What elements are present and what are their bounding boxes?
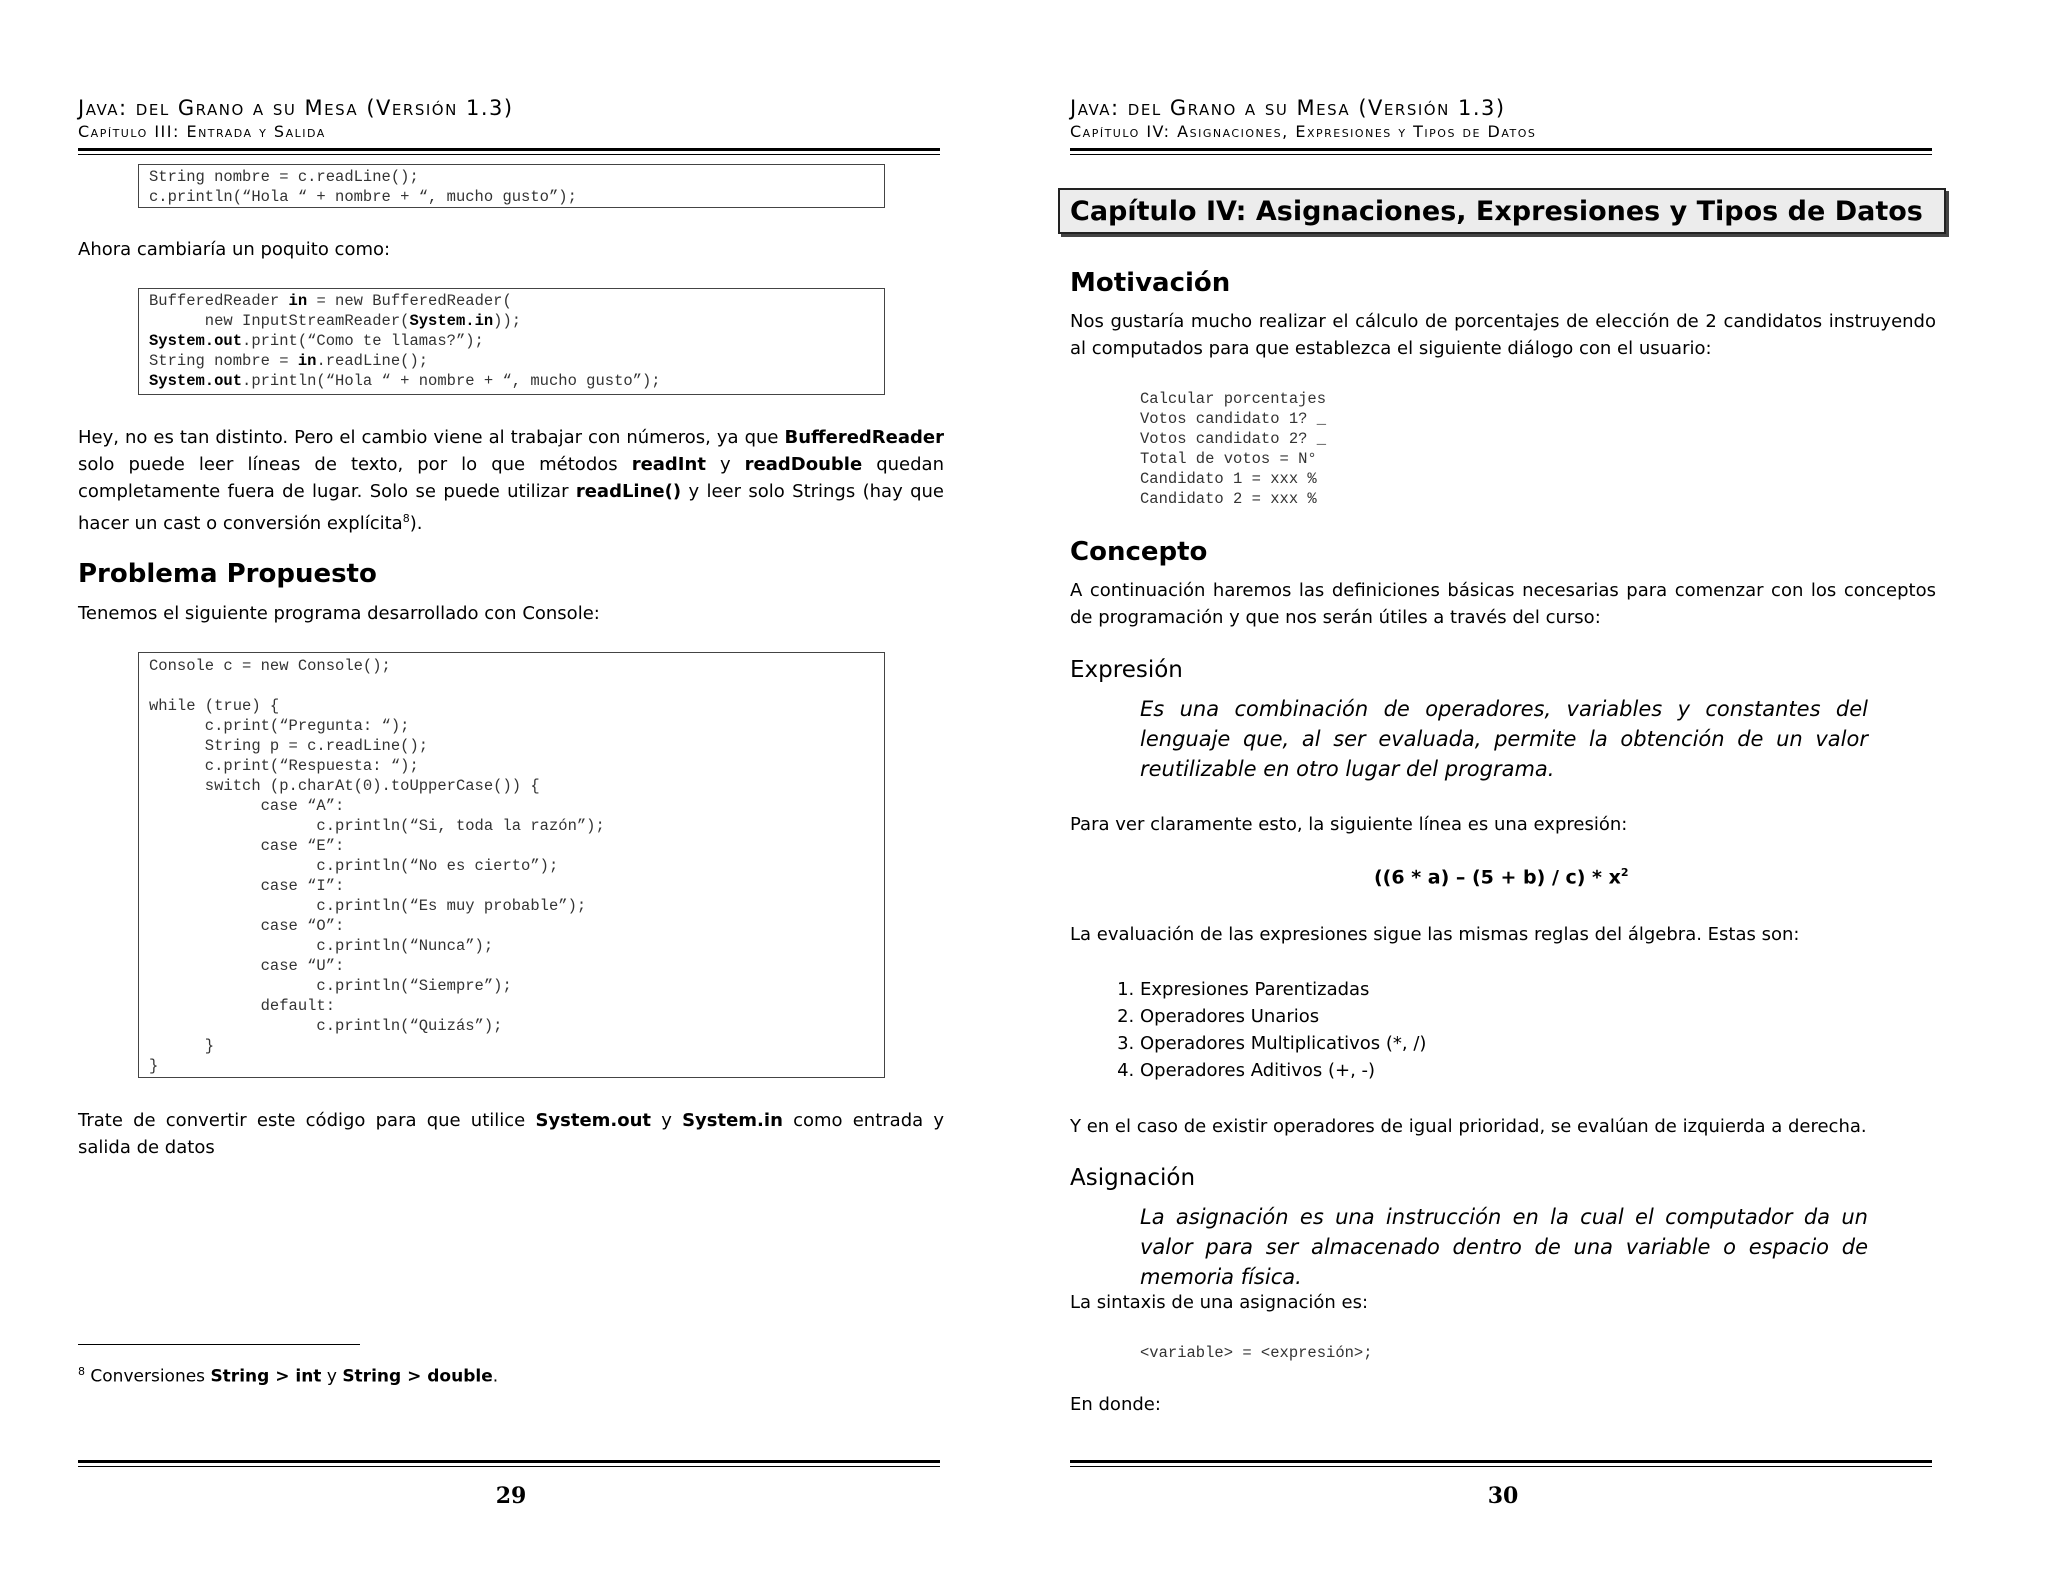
definition-expresion: Es una combinación de operadores, variables y constantes del lenguaje que, al ser evaluada, permite la obtención de un valor reutilizable en otro lugar del programa. xyxy=(1140,697,1868,781)
code-line: Console c = new Console(); xyxy=(149,657,391,675)
header-rule-thin xyxy=(78,154,940,155)
code-line: case “I”: xyxy=(149,877,345,895)
page-number: 29 xyxy=(495,1483,527,1509)
code-line: switch (p.charAt(0).toUpperCase()) { xyxy=(149,777,540,795)
chapter-header: Capítulo IV: Asignaciones, Expresiones y Tipos de Datos xyxy=(1070,122,1537,141)
code-line: case “U”: xyxy=(149,957,345,975)
dialog-example xyxy=(1140,389,1326,509)
code-line: Candidato 1 = xxx % xyxy=(1140,470,1317,488)
code-line: String p = c.readLine(); xyxy=(149,737,429,755)
subsection-heading-expresion: Expresión xyxy=(1070,657,1183,683)
code-line: System.out.println(“Hola “ + nombre + “, mucho gusto”); xyxy=(149,372,661,390)
footnote: $^8$ Conversiones String > int y String > double. xyxy=(78,1365,499,1387)
code-line: case “O”: xyxy=(149,917,345,935)
section-heading-concepto: Concepto xyxy=(1070,537,1208,567)
subsection-heading-asignacion: Asignación xyxy=(1070,1165,1196,1191)
precedence-list xyxy=(1070,976,1426,1084)
code-line: c.println(“Siempre”); xyxy=(149,977,512,995)
header-rule-thin xyxy=(1070,154,1932,155)
paragraph: La evaluación de las expresiones sigue las mismas reglas del álgebra. Estas son: xyxy=(1070,924,1800,945)
paragraph: Trate de convertir este código para que utilice System.out y System.in como entrada y salida de datos xyxy=(78,1110,944,1158)
code-line: System.out.print(“Como te llamas?”); xyxy=(149,332,484,350)
code-line: String nombre = in.readLine(); xyxy=(149,352,429,370)
code-line: case “E”: xyxy=(149,837,345,855)
paragraph: Hey, no es tan distinto. Pero el cambio viene al trabajar con números, ya que BufferedReader solo puede leer líneas de texto, por lo que métodos readInt y readDouble quedan completamente fuera de lugar. Solo se puede utilizar readLine() y leer solo Strings (hay que hacer un cast o conversión explícita$^8$). xyxy=(78,427,944,534)
code-line: c.print(“Respuesta: “); xyxy=(149,757,419,775)
code-line: String nombre = c.readLine(); xyxy=(149,168,419,186)
paragraph: Para ver claramente esto, la siguiente línea es una expresión: xyxy=(1070,814,1628,835)
code-line: Candidato 2 = xxx % xyxy=(1140,490,1317,508)
code-line: c.println(“No es cierto”); xyxy=(149,857,559,875)
code-line: default: xyxy=(149,997,336,1015)
chapter-header: Capítulo III: Entrada y Salida xyxy=(78,122,326,141)
footer-rule-thin xyxy=(1070,1466,1932,1467)
code-line: c.print(“Pregunta: “); xyxy=(149,717,410,735)
paragraph: Tenemos el siguiente programa desarrollado con Console: xyxy=(78,603,600,624)
paragraph: En donde: xyxy=(1070,1394,1161,1415)
footnote-rule xyxy=(78,1344,360,1345)
footnote-ref[interactable]: 8 xyxy=(402,512,410,525)
definition-asignacion: La asignación es una instrucción en la cual el computador da un valor para ser almacenado dentro de una variable o espacio de memoria física. xyxy=(1140,1205,1868,1289)
code-line: BufferedReader in = new BufferedReader( xyxy=(149,292,512,310)
page-number: 30 xyxy=(1487,1483,1519,1509)
code-line: } xyxy=(149,1057,159,1075)
code-line: Votos candidato 1? _ xyxy=(1140,410,1327,428)
list-item: 1. Expresiones Parentizadas xyxy=(1140,976,1426,1003)
code-line: } xyxy=(149,1037,215,1055)
code-line: new InputStreamReader(System.in)); xyxy=(149,312,522,330)
section-heading: Problema Propuesto xyxy=(78,559,377,589)
code-line: c.println(“Nunca”); xyxy=(149,937,494,955)
chapter-title-box xyxy=(1058,188,1946,234)
expression-formula: $((6 * a) - (5 + b) / c) * x^2$ xyxy=(1374,866,1629,889)
header-rule xyxy=(78,148,940,151)
list-item: 3. Operadores Multiplicativos (*, /) xyxy=(1140,1030,1426,1057)
code-line: case “A”: xyxy=(149,797,345,815)
assignment-syntax: <variable> = <expresión>; xyxy=(1140,1344,1373,1362)
section-heading-motivacion: Motivación xyxy=(1070,268,1231,298)
footer-rule-thin xyxy=(78,1466,940,1467)
code-line: Calcular porcentajes xyxy=(1140,390,1327,408)
list-item: 2. Operadores Unarios xyxy=(1140,1003,1426,1030)
code-line: while (true) { xyxy=(149,697,280,715)
code-line: c.println(“Es muy probable”); xyxy=(149,897,587,915)
book-title-header: Java: del Grano a su Mesa (Versión 1.3) xyxy=(1070,96,1506,120)
code-block-1 xyxy=(149,167,577,207)
list-item: 4. Operadores Aditivos (+, -) xyxy=(1140,1057,1426,1084)
paragraph: Nos gustaría mucho realizar el cálculo de porcentajes de elección de 2 candidatos instruyendo al computados para que establezca el siguiente diálogo con el usuario: xyxy=(1070,311,1936,359)
paragraph: La sintaxis de una asignación es: xyxy=(1070,1292,1369,1313)
book-title-header: Java: del Grano a su Mesa (Versión 1.3) xyxy=(78,96,514,120)
code-block-2 xyxy=(149,291,661,391)
paragraph: A continuación haremos las definiciones básicas necesarias para comenzar con los conceptos de programación y que nos serán útiles a través del curso: xyxy=(1070,580,1936,628)
code-line: Votos candidato 2? _ xyxy=(1140,430,1327,448)
code-line: c.println(“Quizás”); xyxy=(149,1017,503,1035)
paragraph: Ahora cambiaría un poquito como: xyxy=(78,239,391,260)
paragraph: Y en el caso de existir operadores de igual prioridad, se evalúan de izquierda a derecha. xyxy=(1070,1116,1867,1137)
code-line: c.println(“Si, toda la razón”); xyxy=(149,817,605,835)
code-line: Total de votos = N° xyxy=(1140,450,1317,468)
code-line: c.println(“Hola “ + nombre + “, mucho gusto”); xyxy=(149,188,577,206)
footer-rule xyxy=(78,1460,940,1463)
code-block-3 xyxy=(149,656,605,1076)
code-line xyxy=(149,676,605,696)
header-rule xyxy=(1070,148,1932,151)
chapter-title: Capítulo IV: Asignaciones, Expresiones y Tipos de Datos xyxy=(1070,196,1923,227)
footer-rule xyxy=(1070,1460,1932,1463)
